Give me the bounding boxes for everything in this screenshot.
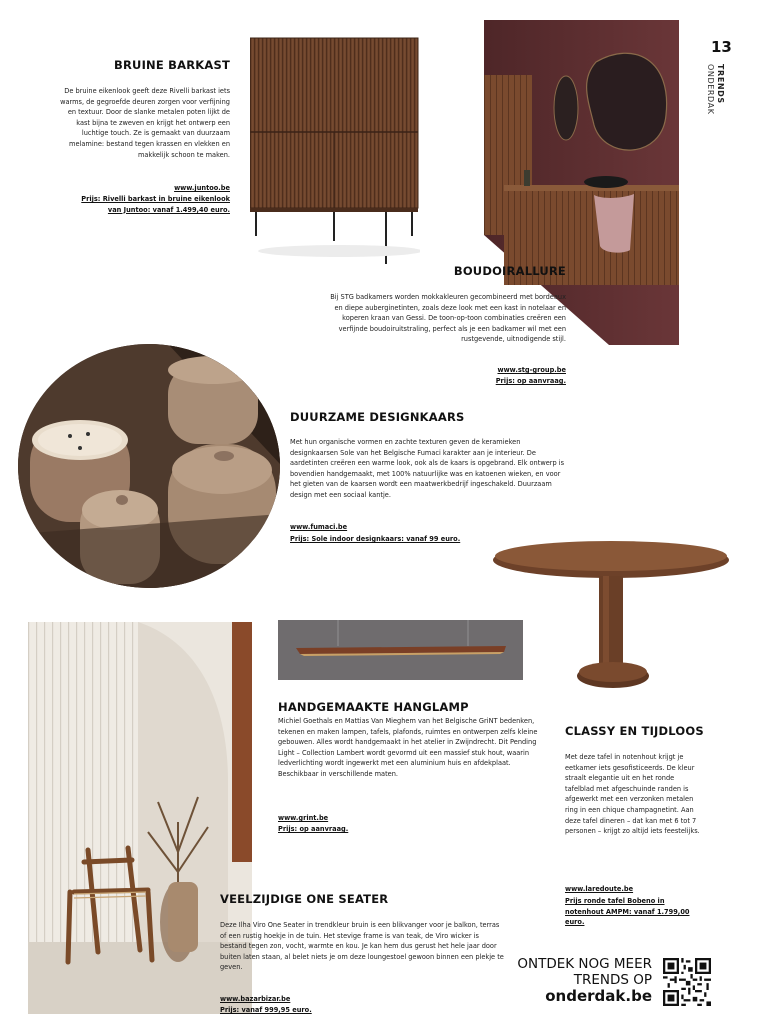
qr-code-icon[interactable] <box>663 958 711 1006</box>
promo-block <box>496 956 652 1004</box>
pendant-lamp-image <box>278 620 523 680</box>
article-link-barkast[interactable]: www.juntoo.be <box>174 184 230 192</box>
article-price-seater: Prijs: vanaf 999,95 euro. <box>220 1006 312 1014</box>
article-body-tafel: Met deze tafel in notenhout krijgt je eetkamer iets gesofisticeerds. De kleur straalt elegantie uit en het ronde tafelblad met afgeschuinde randen is afgewerkt met een verzonken metalen ring in een chique champagnetint. Aan deze tafel dineren – dat kan met 6 tot 7 personen – krijgt zo altijd iets feestelijks. <box>565 753 700 836</box>
article-body-hanglamp: Michiel Goethals en Mattias Van Mieghem van het Belgische GriNT bedenken, tekenen en maken lampen, tafels, plafonds, ruimtes en ontwerpen zelfs kleine gebouwen. Alles wordt handgemaakt in het atelier in Zwijndrecht. Dit Pending Light – Collection Lambert wordt gevormd uit een massief stuk hout, waarin ledverlichting wordt ingewerkt met een aluminium huis en afdekplaat. Beschikbaar in verschillende maten. <box>278 717 538 778</box>
article-price-hanglamp: Prijs: op aanvraag. <box>278 825 349 833</box>
article-price-barkast: Prijs: Rivelli barkast in bruine eikenlook van Juntoo: vanaf 1.499,40 euro. <box>81 195 230 214</box>
section-title: TRENDS <box>716 64 725 104</box>
section-tag <box>703 64 725 134</box>
article-link-tafel[interactable]: www.laredoute.be <box>565 885 634 893</box>
article-link-boudoir[interactable]: www.stg-group.be <box>497 366 566 374</box>
page-number: 13 <box>711 38 732 56</box>
article-body-seater: Deze Ilha Viro One Seater in trendkleur bruin is een blikvanger voor je balkon, terras of een rustig hoekje in de tuin. Het stevige frame is van teak, de Viro wicker is bestand tegen zon, vocht, warmte en kou. Je kan hem dus gerust het hele jaar door buiten laten staan, al belet niets je om deze loungestoel gewoon binnen een plekje te geven. <box>220 921 504 972</box>
article-body-boudoir: Bij STG badkamers worden mokkakleuren gecombineerd met bordeaux en diepe auberginetinten, zoals deze look met een kast in notelaar en koperen kraan van Gessi. De toon-op-toon combinaties creëren een verfijnde boudoiruitstraling, perfect als je een badkamer wil met een rustgevende, uitnodigende stijl. <box>330 293 566 344</box>
one-seater-chair-image <box>28 622 252 1014</box>
article-link-seater[interactable]: www.bazarbizar.be <box>220 995 291 1003</box>
section-subtitle: ONDERDAK <box>706 64 715 115</box>
article-title-tafel: CLASSY EN TIJDLOOS <box>565 724 704 738</box>
bar-cabinet-image <box>250 36 420 266</box>
round-table-image <box>493 538 731 696</box>
promo-site[interactable]: onderdak.be <box>545 987 652 1005</box>
promo-line-2: TRENDS OP <box>573 972 652 988</box>
article-price-kaars: Prijs: Sole indoor designkaars: vanaf 99 euro. <box>290 535 461 543</box>
article-body-kaars: Met hun organische vormen en zachte texturen geven de keramieken designkaarsen Sole van het Belgische Fumaci karakter aan je interieur. De aardetinten creëren een warme look, ook als de kaars is opgebrand. Elk ontwerp is bovendien handgemaakt, met 100% natuurlijke was en katoenen wieken, en voor het gieten van de kaarsen wordt een maatwerkbedrijf ingeschakeld. Duurzaam design met een sociaal kantje. <box>290 438 565 499</box>
candles-image <box>18 344 280 588</box>
article-link-hanglamp[interactable]: www.grint.be <box>278 814 329 822</box>
promo-line-1: ONTDEK NOG MEER <box>517 956 652 972</box>
article-body-barkast: De bruine eikenlook geeft deze Rivelli barkast iets warms, de gegroefde deuren zorgen voor verfijning en textuur. Door de slanke metalen poten lijkt de kast bijna te zweven en krijgt het ontwerp een luchtige touch. Ze is gemaakt van duurzaam melamine: bestand tegen krassen en vlekken en makkelijk schoon te maken. <box>60 87 230 159</box>
article-price-boudoir: Prijs: op aanvraag. <box>495 377 566 385</box>
article-title-barkast: BRUINE BARKAST <box>114 58 230 72</box>
article-title-kaars: DUURZAME DESIGNKAARS <box>290 410 465 424</box>
article-title-hanglamp: HANDGEMAAKTE HANGLAMP <box>278 700 469 714</box>
article-title-seater: VEELZIJDIGE ONE SEATER <box>220 892 389 906</box>
article-title-boudoir: BOUDOIRALLURE <box>453 264 566 278</box>
article-link-kaars[interactable]: www.fumaci.be <box>290 523 348 531</box>
article-price-tafel: Prijs ronde tafel Bobeno in notenhout AMPM: vanaf 1.799,00 euro. <box>565 897 690 926</box>
